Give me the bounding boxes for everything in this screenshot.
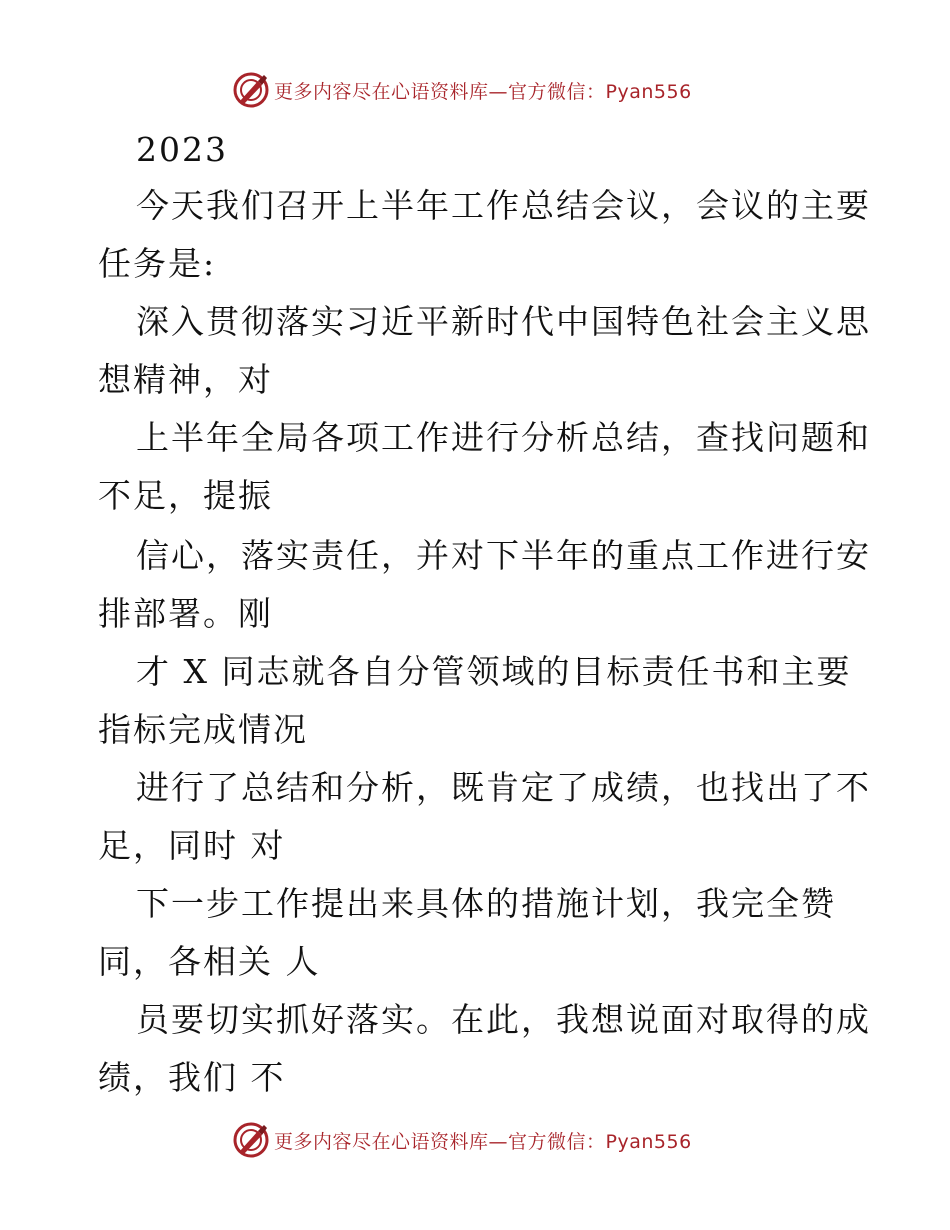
header-banner	[232, 70, 712, 110]
text-line: 下一步工作提出来具体的措施计划，我完全赞	[136, 884, 836, 923]
text-line: 不足，提振	[98, 476, 273, 515]
text-line: 任务是:	[98, 244, 217, 283]
text-line: 指标完成情况	[98, 710, 308, 749]
text-line: 想精神，对	[98, 360, 273, 399]
text-line: 绩，我们 不	[98, 1058, 286, 1097]
banner-text: 更多内容尽在心语资料库—官方微信：Pyan556	[274, 80, 692, 103]
text-line: 同，各相关 人	[98, 942, 321, 981]
text-line: 今天我们召开上半年工作总结会议，会议的主要	[136, 186, 871, 225]
text-line: 进行了总结和分析，既肯定了成绩，也找出了不	[136, 768, 871, 807]
text-line: 2023	[136, 130, 228, 169]
text-line: 上半年全局各项工作进行分析总结，查找问题和	[136, 418, 871, 457]
text-line: 信心，落实责任，并对下半年的重点工作进行安	[136, 536, 871, 575]
text-line: 员要切实抓好落实。在此，我想说面对取得的成	[136, 1000, 871, 1039]
banner-text: 更多内容尽在心语资料库—官方微信：Pyan556	[274, 1130, 692, 1153]
text-line: 深入贯彻落实习近平新时代中国特色社会主义思	[136, 302, 871, 341]
text-line: 足，同时 对	[98, 826, 286, 865]
text-line: 排部署。刚	[98, 594, 273, 633]
pen-logo-icon	[232, 71, 270, 109]
pen-logo-icon	[232, 1121, 270, 1159]
text-line: 才 X 同志就各自分管领域的目标责任书和主要	[136, 652, 852, 691]
footer-banner	[232, 1120, 712, 1160]
